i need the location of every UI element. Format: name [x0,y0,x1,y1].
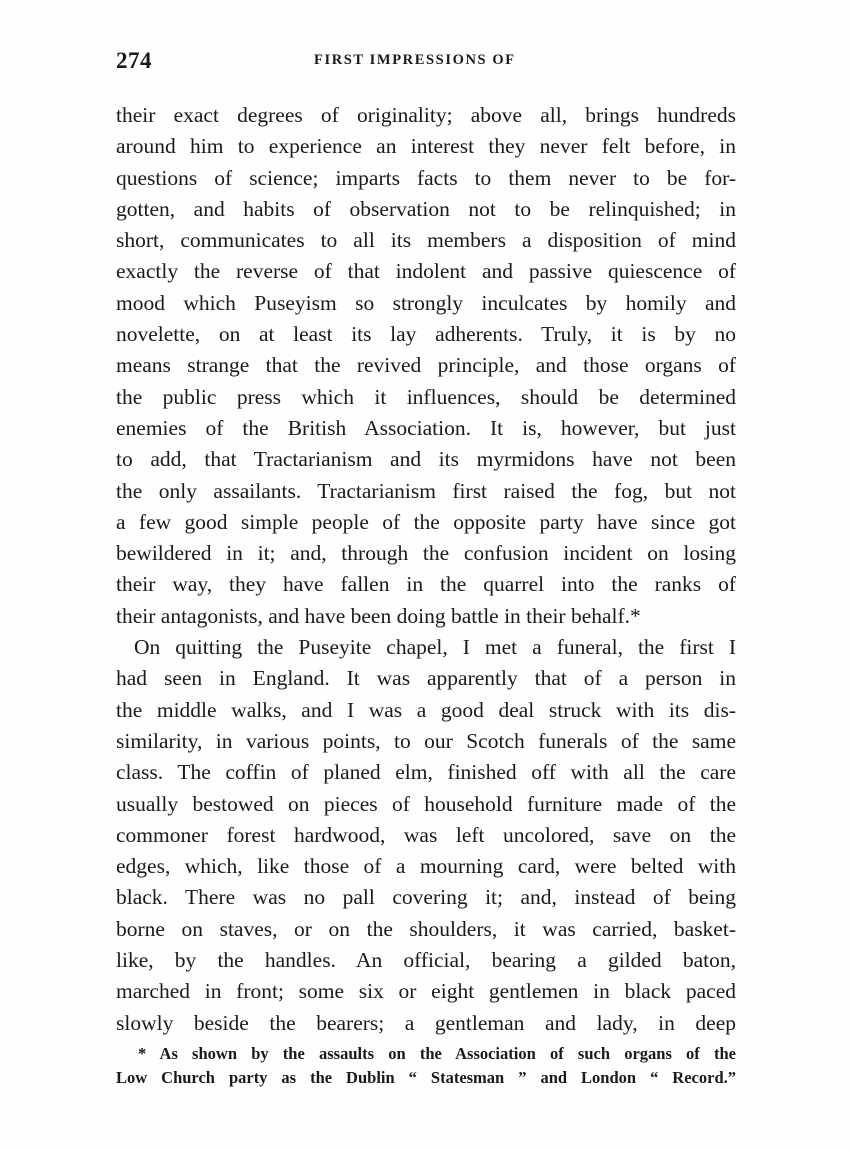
footnote-line: Low Church party as the Dublin “ Statesman ” and London “ Record.” [116,1068,736,1087]
text-line: a few good simple people of the opposite party have since got [116,509,736,534]
text-line: their way, they have fallen in the quarrel into the ranks of [116,572,736,597]
text-line: to add, that Tractarianism and its myrmidons have not been [116,447,736,472]
body-text [116,100,736,1039]
running-title: FIRST IMPRESSIONS OF [314,52,516,68]
text-line: their exact degrees of originality; above all, brings hundreds [116,103,736,127]
text-line: the only assailants. Tractarianism first raised the fog, but not [116,478,736,503]
text-line: means strange that the revived principle, and those organs of [116,353,736,378]
text-line: slowly beside the bearers; a gentleman and lady, in deep [116,1010,736,1035]
text-line: around him to experience an interest they never felt before, in [116,134,736,159]
text-line: marched in front; some six or eight gentlemen in black paced [116,979,736,1004]
text-line: borne on staves, or on the shoulders, it was carried, basket- [116,916,736,941]
text-line: questions of science; imparts facts to them never to be for- [116,165,736,190]
text-line: exactly the reverse of that indolent and passive quiescence of [116,259,736,284]
text-line: gotten, and habits of observation not to be relinquished; in [116,196,736,221]
text-line: usually bestowed on pieces of household furniture made of the [116,791,736,816]
text-line: like, by the handles. An official, bearing a gilded baton, [116,948,736,973]
text-line: commoner forest hardwood, was left uncolored, save on the [116,822,736,847]
text-line: novelette, on at least its lay adherents. Truly, it is by no [116,322,736,347]
text-line: bewildered in it; and, through the confusion incident on losing [116,541,736,566]
paragraph-start-line: On quitting the Puseyite chapel, I met a funeral, the first I [134,635,736,660]
text-line: had seen in England. It was apparently that of a person in [116,666,736,691]
text-line: the middle walks, and I was a good deal struck with its dis- [116,697,736,722]
text-line: enemies of the British Association. It is, however, but just [116,415,736,440]
text-line: similarity, in various points, to our Scotch funerals of the same [116,728,736,753]
text-line: black. There was no pall covering it; and, instead of being [116,885,736,910]
page-number: 274 [116,48,152,73]
running-head [116,48,736,78]
text-line: class. The coffin of planed elm, finished off with all the care [116,760,736,785]
text-line: mood which Puseyism so strongly inculcates by homily and [116,290,736,315]
paragraph-end-line: their antagonists, and have been doing battle in their behalf.* [116,603,641,628]
text-line: short, communicates to all its members a disposition of mind [116,228,736,253]
text-line: edges, which, like those of a mourning card, were belted with [116,854,736,879]
footnote-line: * As shown by the assaults on the Association of such organs of the [138,1044,736,1063]
footnote [116,1042,736,1090]
text-line: the public press which it influences, should be determined [116,384,736,409]
